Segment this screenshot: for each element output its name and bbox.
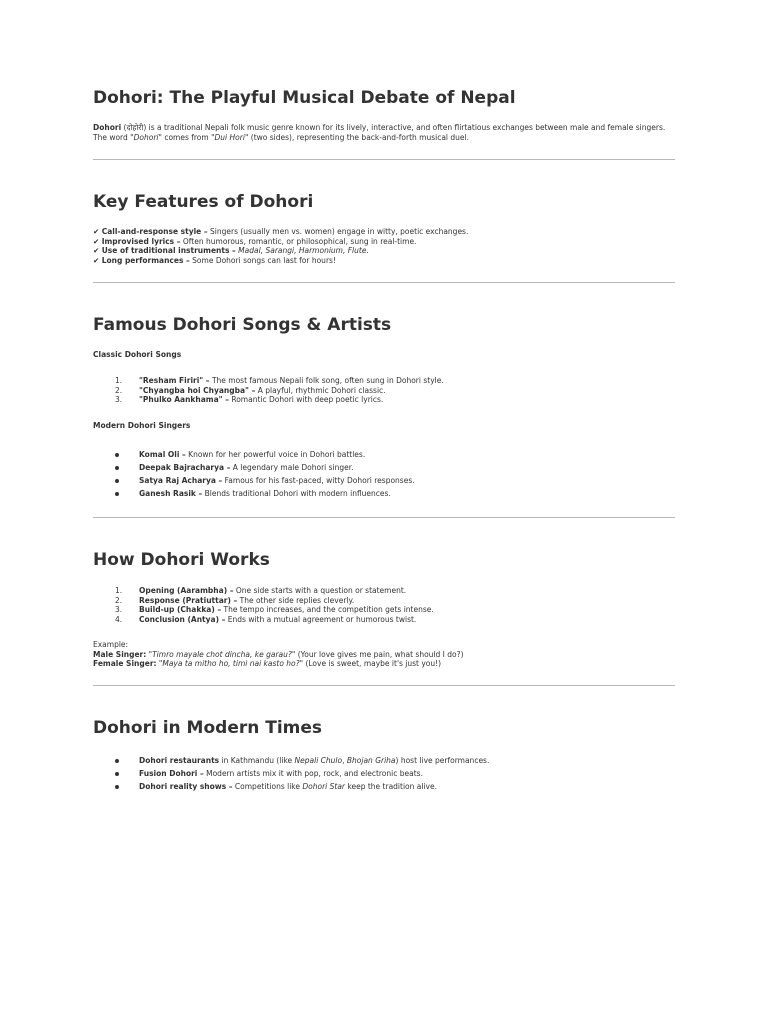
subheading-classic-songs: Classic Dohori Songs <box>93 350 182 359</box>
feature-item <box>93 237 416 247</box>
step-item <box>139 586 406 595</box>
check-icon: ✔ <box>93 236 100 246</box>
intro-paragraph <box>93 123 675 142</box>
modern-label: Dohori reality shows – <box>139 782 233 791</box>
step-text: The other side replies cleverly. <box>237 595 355 605</box>
modern-text: in Kathmandu (like <box>219 756 295 765</box>
intro-origin: Dui Hori <box>214 132 245 142</box>
singer-text: A legendary male Dohori singer. <box>230 463 354 472</box>
bullet-icon <box>115 479 119 483</box>
divider <box>93 282 675 283</box>
feature-label: Use of traditional instruments – <box>101 246 236 255</box>
step-item <box>139 596 354 605</box>
modern-item <box>139 756 489 765</box>
divider <box>93 685 675 686</box>
singer-item <box>139 463 354 472</box>
check-icon: ✔ <box>93 246 100 255</box>
section-heading-songs: Famous Dohori Songs & Artists <box>93 315 392 335</box>
step-item <box>139 605 434 614</box>
modern-text: Modern artists mix it with pop, rock, and electronic beats. <box>203 769 423 778</box>
intro-word: Dohori <box>133 132 159 142</box>
modern-item <box>139 769 423 778</box>
divider <box>93 517 675 518</box>
song-text: A playful, rhythmic Dohori classic. <box>255 385 386 395</box>
modern-emphasis: Nepali Chulo <box>294 756 343 765</box>
song-title: "Resham Firiri" – <box>139 376 210 385</box>
check-icon: ✔ <box>93 227 100 236</box>
female-label: Female Singer: <box>93 659 157 668</box>
modern-item <box>139 782 437 791</box>
feature-text: Singers (usually men vs. women) engage in witty, poetic exchanges. <box>207 227 469 236</box>
section-heading-features: Key Features of Dohori <box>93 192 314 212</box>
list-number: 1. <box>115 586 123 595</box>
feature-text: Often humorous, romantic, or philosophical, sung in real-time. <box>180 236 417 246</box>
modern-text: Competitions like <box>232 782 303 791</box>
step-label: Conclusion (Antya) – <box>139 614 226 624</box>
modern-label: Dohori restaurants <box>139 756 220 765</box>
song-text: Romantic Dohori with deep poetic lyrics. <box>228 395 384 404</box>
divider <box>93 159 675 160</box>
intro-text-3: " (two sides), representing the back-and-forth musical duel. <box>244 132 469 142</box>
female-translation: (Love is sweet, maybe it's just you!) <box>303 659 442 668</box>
singer-name: Deepak Bajracharya – <box>139 463 231 472</box>
intro-devanagari: (दोहोरी) <box>123 123 147 132</box>
singer-text: Known for her powerful voice in Dohori battles. <box>185 450 366 459</box>
example-male <box>93 650 464 660</box>
bullet-icon <box>115 772 119 776</box>
step-item <box>139 615 416 624</box>
list-number: 4. <box>115 614 123 624</box>
step-text: Ends with a mutual agreement or humorous twist. <box>225 614 417 624</box>
intro-term: Dohori <box>93 123 122 132</box>
example-label: Example: <box>93 640 129 649</box>
bullet-icon <box>115 759 119 763</box>
example-female <box>93 659 441 669</box>
singer-item <box>139 450 365 459</box>
feature-label: Long performances – <box>101 255 190 265</box>
page-title: Dohori: The Playful Musical Debate of Nepal <box>93 88 516 108</box>
list-number: 2. <box>115 385 123 395</box>
bullet-icon <box>115 466 119 470</box>
modern-emphasis: Dohori Star <box>302 782 346 791</box>
section-heading-modern: Dohori in Modern Times <box>93 718 323 738</box>
male-lyric: "Timro mayale chot dincha, ke garau?" <box>148 649 296 659</box>
singer-item <box>139 489 391 498</box>
intro-text-1: is a traditional Nepali folk music genre known for its lively, interactive, and often flirtatious exchanges between male and female singers. The word " <box>93 123 666 142</box>
singer-item <box>139 476 415 485</box>
subheading-modern-singers: Modern Dohori Singers <box>93 421 191 430</box>
step-label: Response (Pratiuttar) – <box>139 595 238 605</box>
list-number: 3. <box>115 395 123 404</box>
song-item <box>139 395 383 404</box>
feature-item <box>93 227 468 237</box>
step-text: The tempo increases, and the competition gets intense. <box>221 605 434 614</box>
list-number: 3. <box>115 605 123 614</box>
feature-label: Call-and-response style – <box>101 227 208 236</box>
step-label: Build-up (Chakka) – <box>139 605 222 614</box>
feature-text: Some Dohori songs can last for hours! <box>189 255 336 265</box>
singer-text: Famous for his fast-paced, witty Dohori responses. <box>222 476 415 485</box>
male-translation: (Your love gives me pain, what should I do?) <box>295 649 464 659</box>
female-lyric: "Maya ta mitho ho, timi nai kasto ho?" <box>158 659 304 668</box>
step-label: Opening (Aarambha) – <box>139 586 234 595</box>
list-number: 1. <box>115 376 123 385</box>
check-icon: ✔ <box>93 255 100 265</box>
song-title: "Phulko Aankhama" – <box>139 395 229 404</box>
feature-label: Improvised lyrics – <box>101 236 181 246</box>
singer-text: Blends traditional Dohori with modern influences. <box>202 489 391 498</box>
modern-text: keep the tradition alive. <box>345 782 437 791</box>
feature-item <box>93 256 336 266</box>
male-label: Male Singer: <box>93 649 147 659</box>
feature-item <box>93 246 369 256</box>
singer-name: Satya Raj Acharya – <box>139 476 223 485</box>
bullet-icon <box>115 785 119 789</box>
modern-text: , <box>342 756 347 765</box>
singer-name: Komal Oli – <box>139 450 186 459</box>
song-item <box>139 376 444 385</box>
intro-text-2: " comes from " <box>158 132 215 142</box>
modern-emphasis: Bhojan Griha <box>346 756 396 765</box>
step-text: One side starts with a question or statement. <box>233 586 407 595</box>
singer-name: Ganesh Rasik – <box>139 489 203 498</box>
list-number: 2. <box>115 595 123 605</box>
modern-label: Fusion Dohori – <box>139 769 204 778</box>
bullet-icon <box>115 492 119 496</box>
song-text: The most famous Nepali folk song, often sung in Dohori style. <box>209 376 444 385</box>
bullet-icon <box>115 453 119 457</box>
section-heading-works: How Dohori Works <box>93 550 270 570</box>
feature-text: Madal, Sarangi, Harmonium, Flute. <box>235 246 369 255</box>
song-item <box>139 386 386 395</box>
song-title: "Chyangba hoi Chyangba" – <box>139 385 256 395</box>
modern-text: ) host live performances. <box>395 756 490 765</box>
